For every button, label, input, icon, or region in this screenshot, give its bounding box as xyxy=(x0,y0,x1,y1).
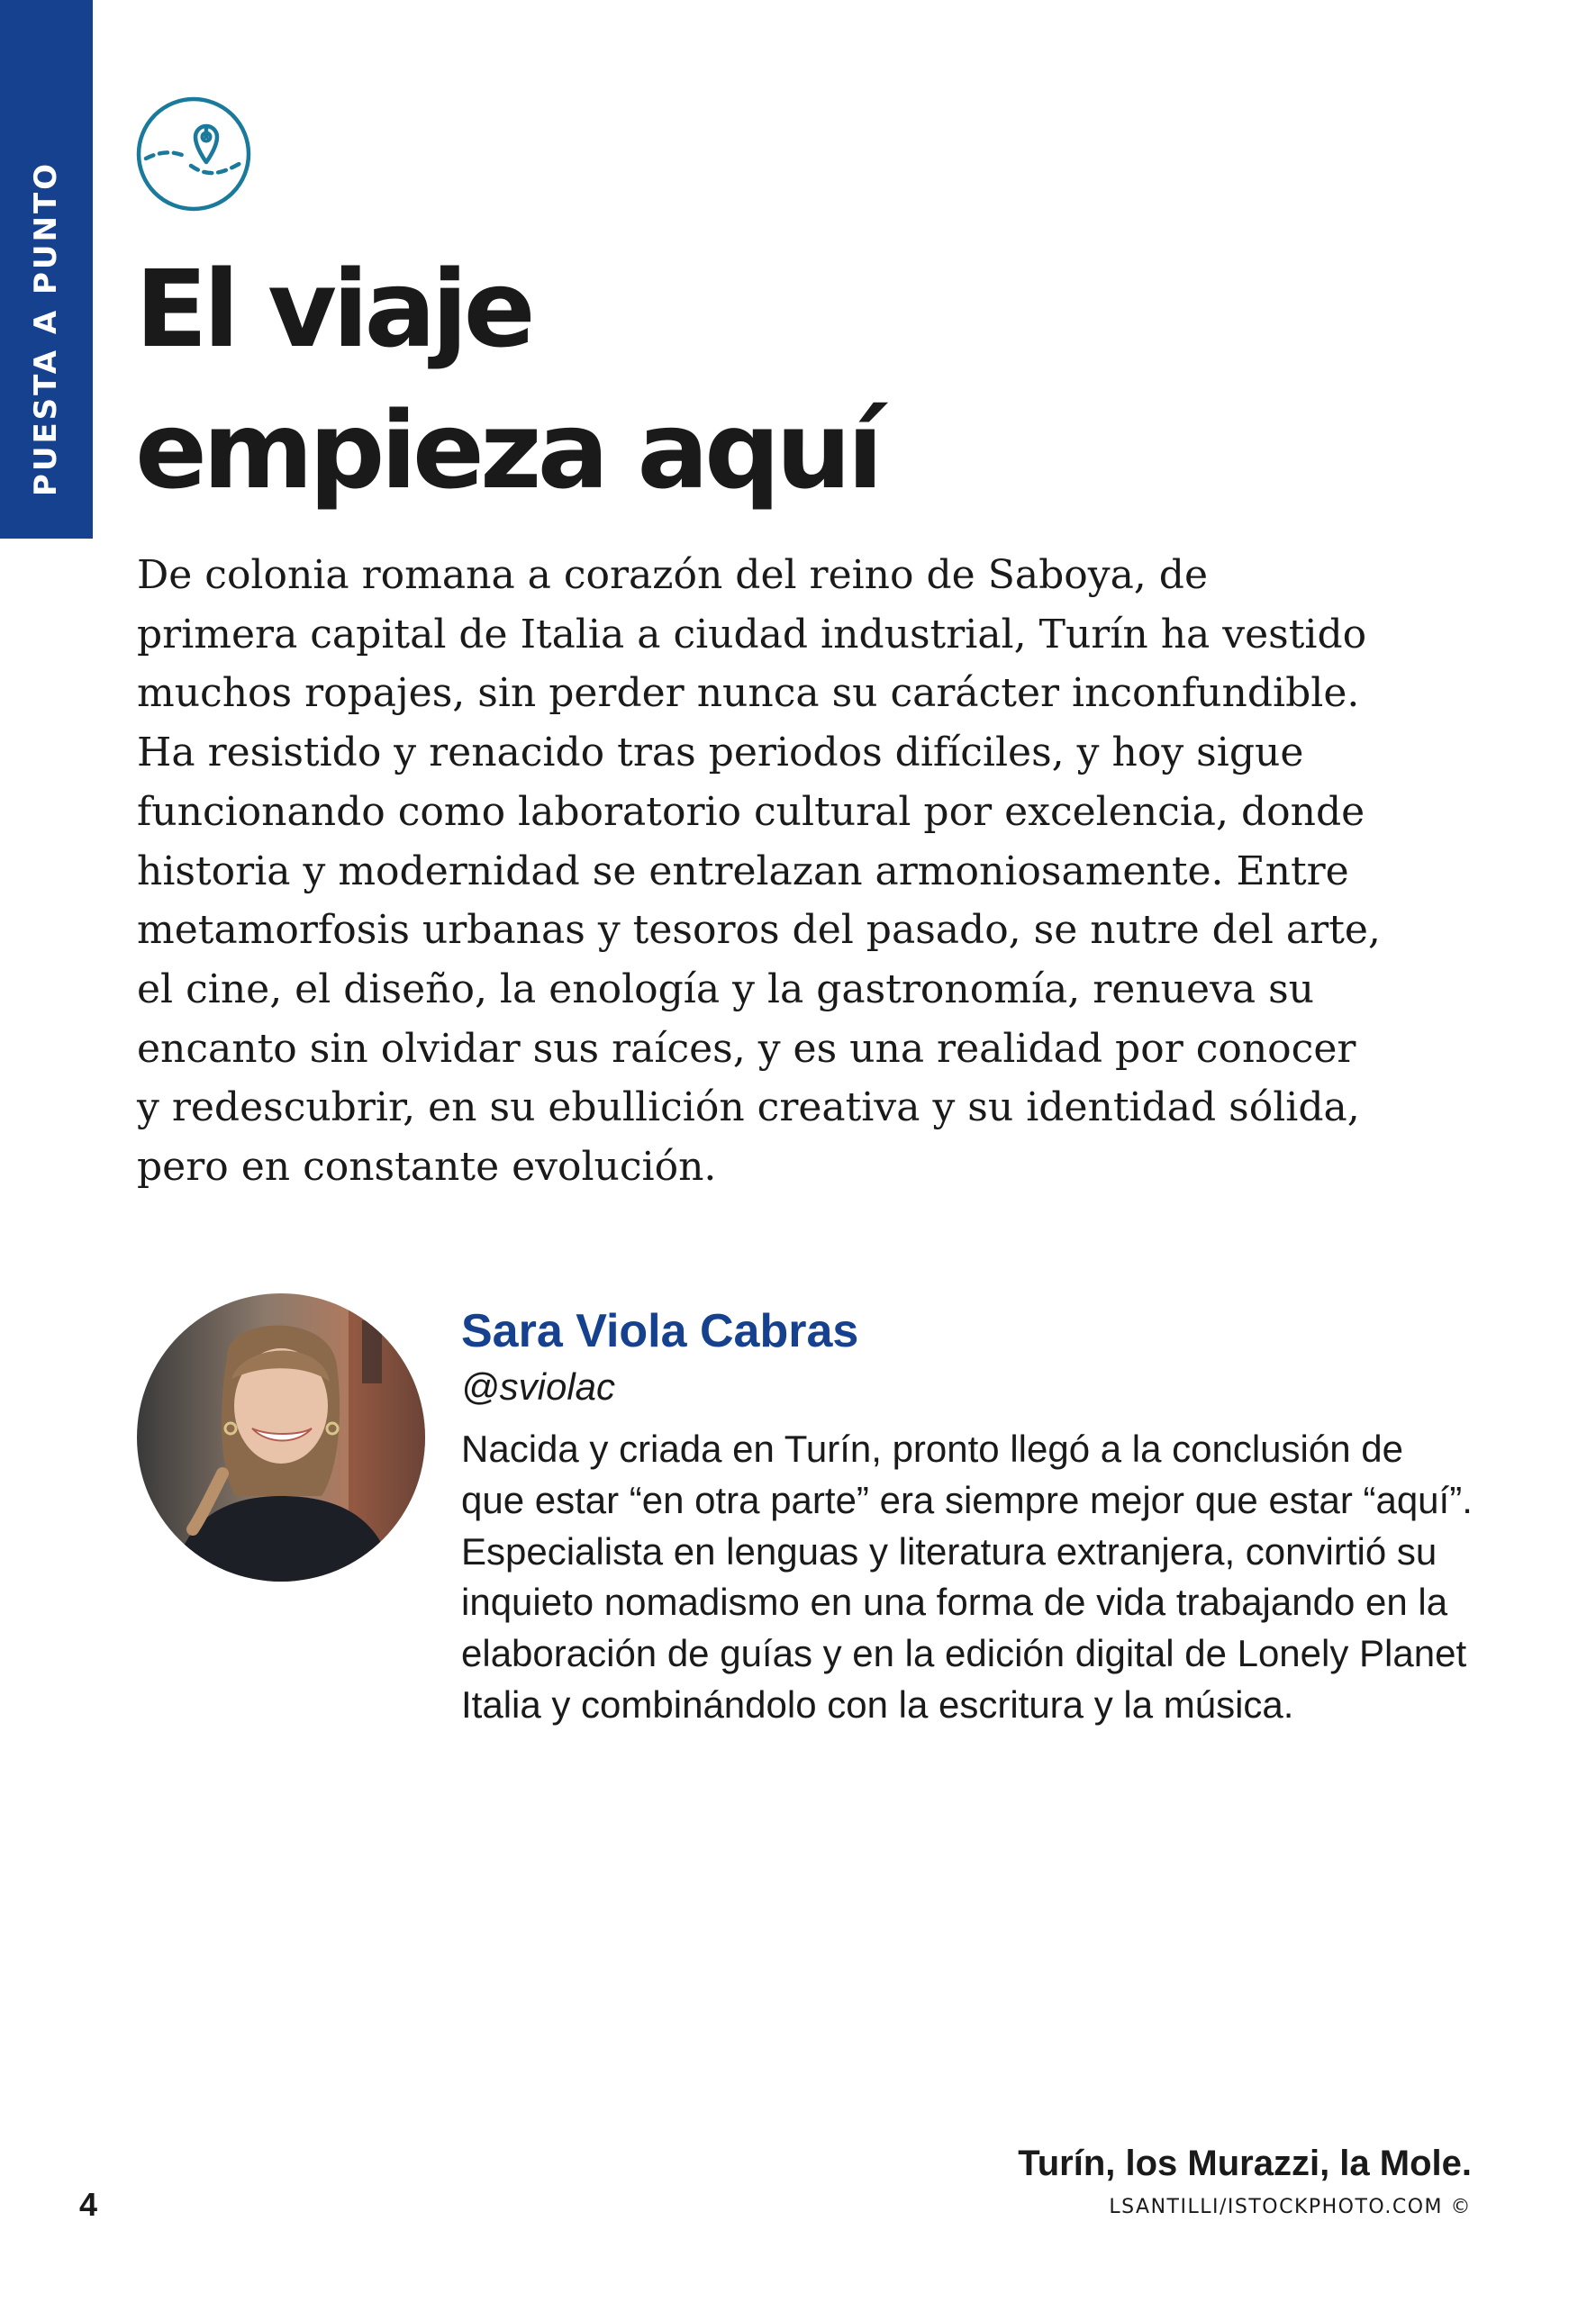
page-title xyxy=(135,239,879,521)
page-number: 4 xyxy=(79,2186,98,2223)
author-bio xyxy=(461,1424,1497,1731)
intro-line: pero en constante evolución. xyxy=(137,1144,717,1191)
intro-line: funcionando como laboratorio cultural por excelencia, donde xyxy=(137,788,1365,835)
intro-line: el cine, el diseño, la enología y la gastronomía, renueva su xyxy=(137,966,1315,1012)
bio-line: que estar “en otra parte” era siempre mejor que estar “aquí”. xyxy=(461,1478,1473,1521)
section-label: PUESTA A PUNTO xyxy=(28,160,64,497)
bio-line: inquieto nomadismo en una forma de vida trabajando en la xyxy=(461,1581,1448,1624)
intro-line: muchos ropajes, sin perder nunca su carácter inconfundible. xyxy=(137,670,1360,717)
intro-line: metamorfosis urbanas y tesoros del pasado, se nutre del arte, xyxy=(137,907,1381,954)
bio-line: Especialista en lenguas y literatura extranjera, convirtió su xyxy=(461,1529,1437,1573)
title-line-2: empieza aquí xyxy=(135,388,879,512)
title-line-1: El viaje xyxy=(135,247,531,371)
intro-line: De colonia romana a corazón del reino de Saboya, de xyxy=(137,552,1208,598)
author-avatar xyxy=(137,1293,425,1582)
bio-line: Italia y combinándolo con la escritura y la música. xyxy=(461,1682,1294,1726)
intro-paragraph xyxy=(137,546,1443,1197)
bio-line: Nacida y criada en Turín, pronto llegó a la conclusión de xyxy=(461,1428,1403,1470)
intro-line: primera capital de Italia a ciudad industrial, Turín ha vestido xyxy=(137,611,1367,657)
intro-line: Ha resistido y renacido tras periodos difíciles, y hoy sigue xyxy=(137,730,1304,776)
intro-line: historia y modernidad se entrelazan armoniosamente. Entre xyxy=(137,848,1349,894)
bio-line: elaboración de guías y en la edición digital de Lonely Planet xyxy=(461,1632,1467,1675)
author-name: Sara Viola Cabras xyxy=(461,1305,859,1357)
section-tab xyxy=(0,0,93,539)
author-handle[interactable]: @sviolac xyxy=(461,1365,616,1408)
photo-caption: Turín, los Murazzi, la Mole. xyxy=(1018,2144,1472,2183)
intro-line: encanto sin olvidar sus raíces, y es una realidad por conocer xyxy=(137,1025,1356,1072)
photo-credit: LSANTILLI/ISTOCKPHOTO.COM © xyxy=(1109,2196,1472,2218)
intro-line: y redescubrir, en su ebullición creativa y su identidad sólida, xyxy=(137,1084,1360,1131)
map-pin-route-icon xyxy=(135,95,252,213)
author-portrait xyxy=(137,1293,425,1582)
